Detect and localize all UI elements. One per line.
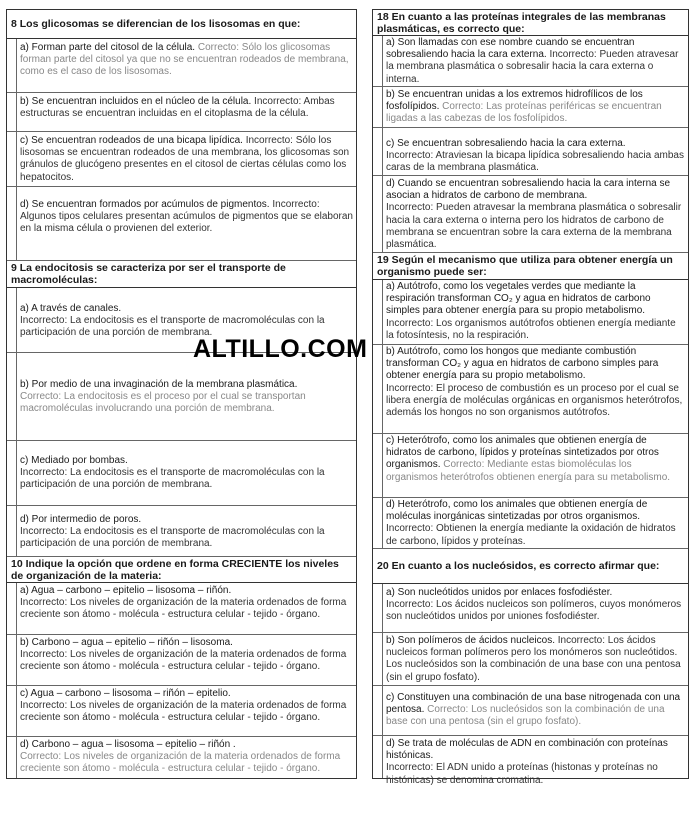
option-explanation: Pueden atravesar la membrana plasmática o sobresalir hacia la cara externa o interna.	[386, 49, 679, 85]
question-header	[373, 549, 688, 584]
option-explanation: La endocitosis es el transporte de macromoléculas con la participación de una porción de membrana.	[20, 315, 325, 339]
option-explanation: Algunos tipos celulares presentan acúmulos de pigmentos que se elaboran en la misma célula o provienen del exterior.	[20, 211, 353, 235]
option-text-block	[20, 379, 353, 416]
option-margin	[7, 353, 17, 440]
verdict-incorrect: Incorrecto:	[20, 649, 68, 661]
answer-option	[7, 506, 356, 557]
question-title: 8 Los glicosomas se diferencian de los lisosomas en que:	[11, 18, 301, 30]
option-margin	[7, 132, 17, 186]
verdict-incorrect: Incorrecto:	[386, 150, 434, 162]
answer-option	[7, 187, 356, 261]
answer-option	[7, 583, 356, 635]
answer-option	[373, 87, 688, 128]
option-text: c) Agua – carbono – lisosoma – riñón – epitelio.	[20, 688, 231, 699]
option-margin	[373, 280, 383, 344]
option-explanation: La endocitosis es el transporte de macromoléculas con la participación de una porción de membrana.	[20, 467, 325, 491]
option-explanation: Los niveles de organización de la materia ordenados de forma creciente son átomo - molécula - estructura celular - tejido - órgano.	[20, 700, 347, 724]
verdict-incorrect: Incorrecto:	[386, 523, 434, 535]
option-margin	[373, 584, 383, 632]
option-text: d) Se encuentran formados por acúmulos de pigmentos.	[20, 199, 270, 210]
option-margin	[7, 583, 17, 634]
option-explanation: Los niveles de organización de la materia ordenados de forma creciente son átomo - molécula - estructura celular - tejido - órgano.	[20, 597, 347, 621]
watermark: ALTILLO.COM	[193, 335, 368, 363]
option-text: a) Agua – carbono – epitelio – lisosoma – riñón.	[20, 585, 232, 596]
option-margin	[7, 506, 17, 556]
option-text-block	[386, 178, 685, 251]
verdict-incorrect: Incorrecto:	[20, 467, 68, 479]
option-text: c) Mediado por bombas.	[20, 455, 128, 466]
option-text: d) Se trata de moléculas de ADN en combinación con proteínas histónicas.	[386, 738, 668, 762]
option-explanation: Atraviesan la bicapa lipídica sobresaliendo hacia ambas caras de la membrana plasmática.	[386, 150, 684, 174]
answer-option	[373, 498, 688, 549]
option-text-block	[20, 42, 353, 79]
option-margin	[373, 498, 383, 548]
left-column	[6, 9, 357, 779]
option-text-block	[20, 455, 353, 492]
question-title: 9 La endocitosis se caracteriza por ser el transporte de macromoléculas:	[11, 262, 286, 286]
option-margin	[373, 128, 383, 175]
option-text-block	[386, 499, 685, 548]
option-explanation: Los ácidos nucleicos son polímeros, cuyos monómeros son nucleótidos unidos por uniones fosfodiéster.	[386, 599, 682, 623]
option-text: b) Autótrofo, como los hongos que mediante combustión transforman CO₂ y agua en hidratos de carbono simples para obtener energía para su propio metabolismo.	[386, 346, 659, 382]
answer-option	[373, 176, 688, 253]
verdict-incorrect: Incorrecto:	[20, 526, 68, 538]
option-text-block	[20, 199, 353, 236]
question-title: 18 En cuanto a las proteínas integrales de las membranas plasmáticas, es correcto que:	[377, 10, 666, 35]
question-header	[7, 557, 356, 583]
option-margin	[373, 345, 383, 433]
option-text-block	[386, 738, 685, 787]
option-text-block	[386, 89, 685, 126]
option-text: b) Por medio de una invaginación de la membrana plasmática.	[20, 379, 298, 390]
option-explanation: Los niveles de organización de la materia ordenados de forma creciente son átomo - molécula - estructura celular - tejido - órgano.	[20, 649, 347, 673]
option-margin	[373, 736, 383, 778]
option-text-block	[386, 635, 685, 684]
verdict-incorrect: Incorrecto:	[254, 96, 302, 107]
question-header	[373, 253, 688, 280]
option-text-block	[20, 135, 353, 184]
verdict-correct: Correcto:	[20, 391, 62, 403]
answer-option	[373, 584, 688, 633]
option-text: b) Son polímeros de ácidos nucleicos.	[386, 635, 555, 646]
question-header	[7, 10, 356, 39]
option-margin	[373, 176, 383, 252]
option-explanation: Sólo los lisosomas se encuentran rodeados de una membrana, los glicosomas son gránulos de glucógeno presentes en el citosol de ciertas células como los hepatocitos.	[20, 135, 350, 183]
option-explanation: El ADN unido a proteínas (histonas y proteínas no histónicas) se denomina cromatina.	[386, 762, 658, 786]
option-text: d) Cuando se encuentran sobresaliendo hacia la cara interna se asocian a hidratos de carbono de membrana.	[386, 178, 671, 202]
answer-option	[373, 128, 688, 176]
option-text-block	[20, 637, 353, 674]
verdict-incorrect: Incorrecto:	[386, 762, 434, 774]
verdict-incorrect: Incorrecto:	[386, 317, 434, 329]
verdict-incorrect: Incorrecto:	[20, 597, 68, 609]
option-text: b) Se encuentran incluidos en el núcleo de la célula.	[20, 96, 252, 107]
option-text: a) Son nucleótidos unidos por enlaces fosfodiéster.	[386, 587, 613, 598]
option-text: b) Se encuentran unidas a los extremos hidrofílicos de los fosfolípidos.	[386, 89, 643, 113]
option-explanation: El proceso de combustión es un proceso por el cual se libera energía de moléculas orgánicas en organismos heterótrofos, además los hongos no son organismos autótrofos.	[386, 382, 683, 419]
verdict-incorrect: Incorrecto:	[386, 202, 434, 214]
option-text: a) Forman parte del citosol de la célula.	[20, 42, 196, 53]
option-margin	[373, 434, 383, 497]
verdict-incorrect: Incorrecto:	[549, 49, 597, 61]
answer-option	[373, 736, 688, 786]
option-text-block	[386, 346, 685, 419]
option-explanation: Los niveles de organización de la materia ordenados de forma creciente son átomo - molécula - estructura celular - tejido - órgano.	[20, 751, 341, 775]
option-margin	[7, 187, 17, 260]
answer-option	[7, 132, 356, 187]
option-explanation: Obtienen la energía mediante la oxidación de hidratos de carbono, lípidos y proteínas.	[386, 523, 676, 547]
option-margin	[373, 36, 383, 86]
verdict-incorrect: Incorrecto:	[245, 135, 293, 146]
verdict-incorrect: Incorrecto:	[272, 199, 320, 210]
option-text: a) Autótrofo, como los vegetales verdes que mediante la respiración transforman CO₂ y agua en hidratos de carbono simples para obtener energía para su propio metabolismo.	[386, 281, 651, 317]
option-text-block	[20, 739, 353, 776]
option-text: c) Constituyen una combinación de una base nitrogenada con una pentosa.	[386, 692, 681, 716]
verdict-incorrect: Incorrecto:	[20, 315, 68, 327]
option-text: d) Por intermedio de poros.	[20, 514, 142, 525]
answer-option	[373, 633, 688, 686]
option-margin	[373, 686, 383, 735]
option-explanation: La endocitosis es el transporte de macromoléculas con la participación de una porción de membrana.	[20, 526, 325, 550]
option-text: d) Carbono – agua – lisosoma – epitelio – riñón .	[20, 739, 236, 750]
verdict-incorrect: Incorrecto:	[557, 635, 606, 646]
right-column	[372, 9, 689, 786]
answer-option	[7, 39, 356, 93]
option-text-block	[20, 96, 353, 120]
answer-option	[7, 737, 356, 778]
verdict-correct: Correcto:	[443, 459, 485, 471]
answer-option	[373, 36, 688, 87]
option-margin	[7, 686, 17, 736]
option-text-block	[386, 138, 685, 175]
verdict-incorrect: Incorrecto:	[386, 382, 434, 394]
option-explanation: Las proteínas periféricas se encuentran ligadas a las cabezas de los fosfolípidos.	[386, 101, 662, 125]
option-margin	[7, 288, 17, 352]
option-explanation: Los nucleósidos son la combinación de una base con una pentosa (sin el grupo fosfato).	[386, 704, 665, 728]
answer-option	[7, 353, 356, 441]
verdict-incorrect: Incorrecto:	[20, 700, 68, 712]
answer-option	[7, 635, 356, 686]
answer-option	[373, 345, 688, 434]
option-margin	[7, 635, 17, 685]
option-text: b) Carbono – agua – epitelio – riñón – lisosoma.	[20, 637, 233, 648]
option-text: a) A través de canales.	[20, 303, 122, 314]
option-explanation: Sólo los glicosomas forman parte del citosol ya que no se encuentran rodeados de membrana, como es el caso de los lisosomas.	[20, 42, 349, 78]
option-text-block	[386, 587, 685, 624]
option-text-block	[386, 692, 685, 729]
option-text-block	[20, 688, 353, 725]
option-text-block	[386, 435, 685, 484]
option-text-block	[386, 281, 685, 342]
answer-option	[373, 686, 688, 736]
option-explanation: Pueden atravesar la membrana plasmática o sobresalir hacia la cara externa o interna pero los hidratos de carbono de membrana se encuentran sobre la cara externa de la membrana plasmática.	[386, 202, 682, 251]
question-title: 19 Según el mecanismo que utiliza para obtener energía un organismo puede ser:	[377, 254, 673, 278]
option-text: c) Heterótrofo, como los animales que obtienen energía de hidratos de carbono, lípidos y proteínas sintetizados por otros organismos.	[386, 435, 659, 471]
option-explanation: Los organismos autótrofos obtienen energía mediante la fotosíntesis, no la respiración.	[386, 317, 676, 341]
option-margin	[7, 737, 17, 778]
verdict-correct: Correcto:	[20, 751, 62, 763]
option-margin	[7, 93, 17, 131]
option-text: a) Son llamadas con ese nombre cuando se encuentran sobresaliendo hacia la cara externa.	[386, 37, 635, 61]
option-text: c) Se encuentran rodeados de una bicapa lipídica.	[20, 135, 243, 146]
option-explanation: Mediante estas biomoléculas los organismos heterótrofos obtienen energía para su metabolismo.	[386, 459, 671, 483]
answer-option	[7, 93, 356, 132]
verdict-correct: Correcto:	[442, 101, 484, 113]
option-text-block	[20, 514, 353, 551]
verdict-incorrect: Incorrecto:	[386, 599, 434, 611]
question-header	[373, 10, 688, 36]
question-header	[7, 261, 356, 288]
option-explanation: Los ácidos nucleicos forman polímeros pero los monómeros son nucleótidos. Los nucleósidos son la combinación de una base con una pentosa (sin el grupo fosfato).	[386, 635, 681, 683]
option-margin	[7, 441, 17, 505]
option-explanation: Ambas estructuras se encuentran incluidas en el citoplasma de la célula.	[20, 96, 335, 120]
option-explanation: La endocitosis es el proceso por el cual se transportan macromoléculas involucrando una porción de membrana.	[20, 391, 306, 415]
question-title: 10 Indique la opción que ordene en forma CRECIENTE los niveles de organización de la materia:	[11, 557, 339, 582]
question-title: 20 En cuanto a los nucleósidos, es correcto afirmar que:	[377, 560, 660, 572]
option-margin	[373, 633, 383, 685]
option-text-block	[20, 585, 353, 622]
answer-option	[7, 686, 356, 737]
verdict-correct: Correcto:	[197, 42, 239, 53]
option-margin	[373, 87, 383, 127]
answer-option	[373, 280, 688, 345]
option-margin	[7, 39, 17, 92]
verdict-correct: Correcto:	[427, 704, 469, 716]
option-text-block	[386, 37, 685, 86]
answer-option	[7, 441, 356, 506]
option-text: d) Heterótrofo, como los animales que obtienen energía de moléculas inorgánicas sintetizadas por otros organismos.	[386, 499, 648, 523]
answer-option	[373, 434, 688, 498]
option-text: c) Se encuentran sobresaliendo hacia la cara externa.	[386, 138, 626, 149]
